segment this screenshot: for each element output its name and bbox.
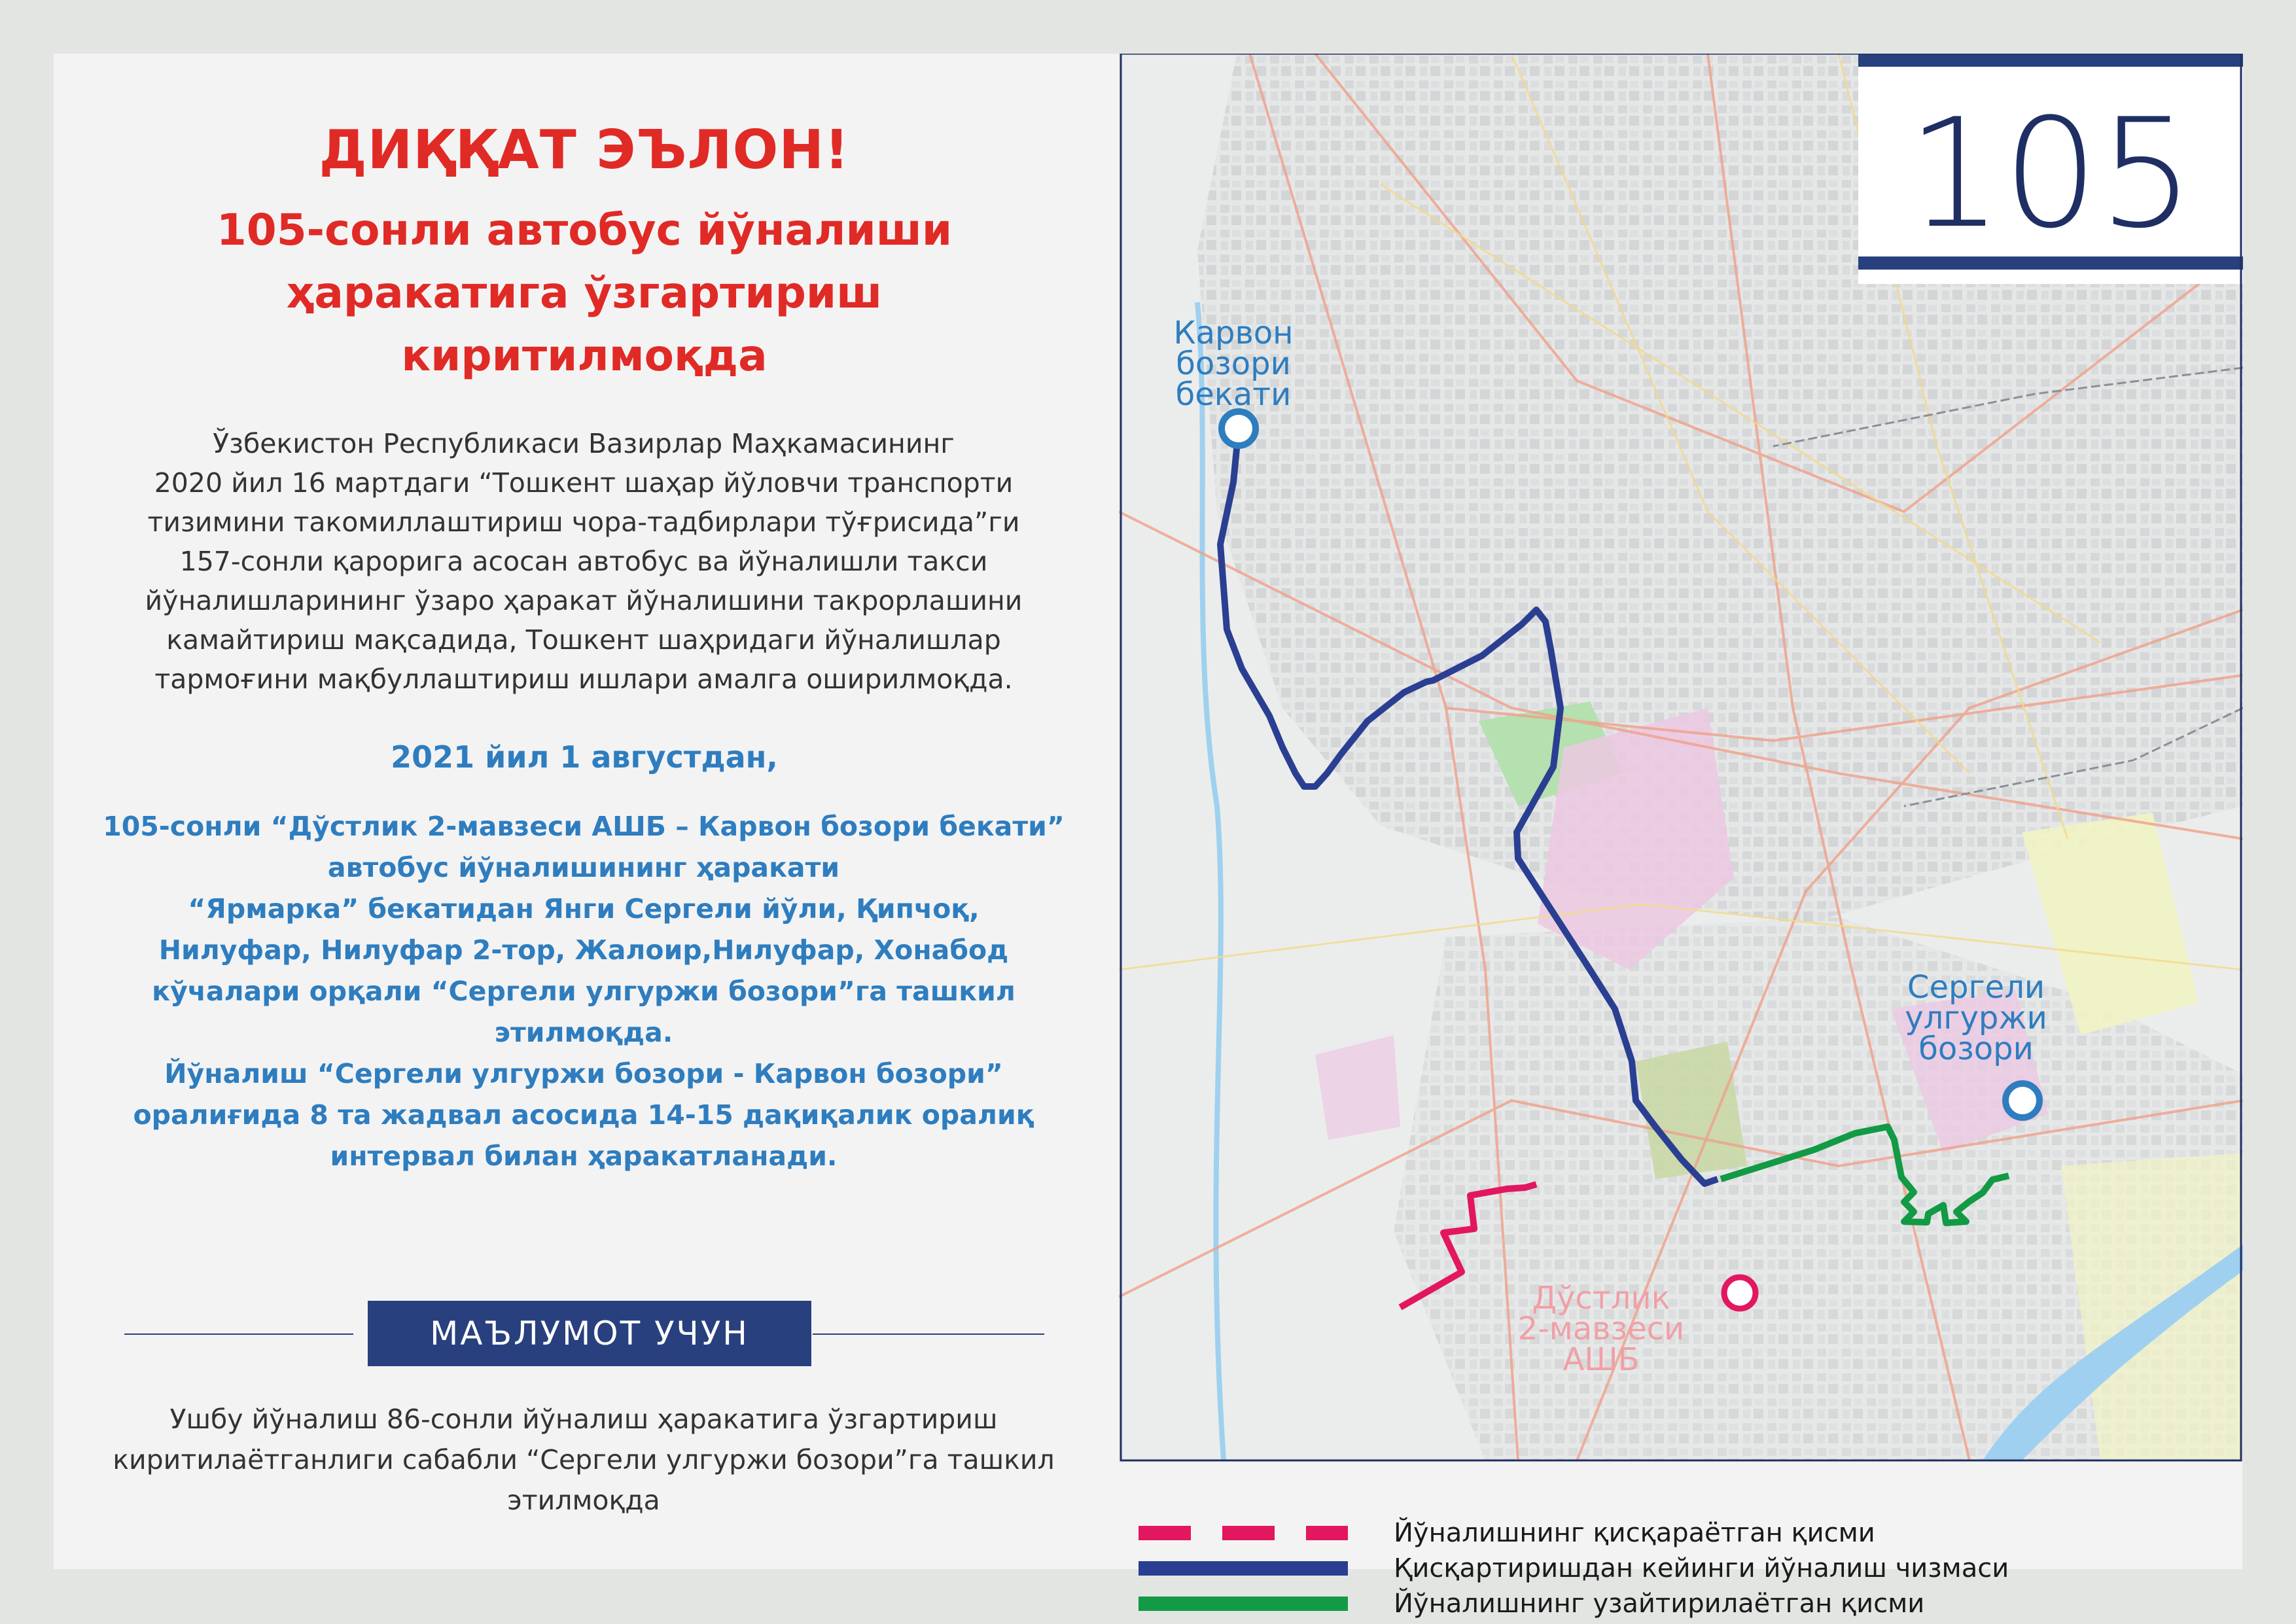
- intro-line: тизимини такомиллаштириш чора-тадбирлари тўғрисида”ги: [147, 506, 1020, 538]
- details-line: этилмоқда.: [494, 1017, 673, 1048]
- legend-item-new: [1119, 1551, 2243, 1585]
- stop-karvon-label-line: Карвон: [1173, 315, 1294, 351]
- stop-dustlik-label-line: АШБ: [1563, 1341, 1640, 1378]
- stop-dustlik-label-line: Дўстлик: [1532, 1280, 1670, 1316]
- info-section-header: [54, 1301, 1115, 1366]
- stop-karvon-label-line: бекати: [1175, 376, 1292, 413]
- route-number-badge: [1858, 54, 2243, 284]
- legend-label: Йўналишнинг қисқараётган қисми: [1394, 1518, 1875, 1548]
- info-label-box: МАЪЛУМОТ УЧУН: [368, 1301, 811, 1366]
- stop-sergeli-label-line: бозори: [1918, 1031, 2034, 1067]
- legend-label: Қисқартиришдан кейинги йўналиш чизмаси: [1394, 1553, 2009, 1583]
- notice-subtitle: [54, 199, 1115, 387]
- subtitle-line: 105-сонли автобус йўналиши: [216, 205, 953, 255]
- green-zone: [1636, 1042, 1747, 1179]
- route-map-panel: [1119, 54, 2243, 1619]
- info-line-text: этилмоқда: [507, 1485, 660, 1516]
- route-change-details: [80, 806, 1087, 1177]
- details-line: “Ярмарка” бекатидан Янги Сергели йўли, Қипчоқ,: [188, 893, 980, 925]
- details-line: 105-сонли “Дўстлик 2-мавзеси АШБ – Карвон бозори бекати”: [103, 811, 1065, 842]
- legend-item-shortened: [1119, 1516, 2243, 1550]
- divider-right: [813, 1333, 1044, 1335]
- intro-line: йўналишларининг ўзаро ҳаракат йўналишини такрорлашини: [145, 585, 1023, 616]
- stop-karvon-label-line: бозори: [1176, 345, 1291, 382]
- map-legend: [1119, 1516, 2243, 1621]
- stop-dustlik-label-line: 2-мавзеси: [1517, 1311, 1685, 1347]
- effective-date: 2021 йил 1 августдан,: [391, 739, 778, 775]
- intro-line: 157-сонли қарорига асосан автобус ва йўналишли такси: [179, 546, 988, 577]
- stop-karvon-label: [1174, 315, 1294, 413]
- solid-line-swatch: [1139, 1596, 1348, 1612]
- dashed-line-swatch: [1139, 1525, 1348, 1541]
- stop-dustlik-marker: [1724, 1277, 1756, 1309]
- stop-sergeli-label-line: улгуржи: [1905, 1000, 2047, 1036]
- intro-line: камайтириш мақсадида, Тошкент шаҳридаги йўналишлар: [166, 624, 1001, 656]
- stop-karvon-marker: [1222, 412, 1256, 446]
- stop-sergeli-label-line: Сергели: [1907, 969, 2045, 1006]
- notice-text-column: [54, 54, 1115, 1569]
- intro-line: 2020 йил 16 мартдаги “Тошкент шаҳар йўловчи транспорти: [154, 467, 1014, 499]
- details-line: оралиғида 8 та жадвал асосида 14-15 дақиқалик оралиқ: [133, 1099, 1034, 1131]
- subtitle-line: киритилмоқда: [401, 330, 768, 381]
- info-line-text: киритилаётганлиги сабабли “Сергели улгуржи бозори”га ташкил: [113, 1444, 1055, 1475]
- route-number: 105: [1907, 87, 2195, 262]
- details-line: интервал билан ҳаракатланади.: [330, 1140, 838, 1172]
- intro-line: тармоғини мақбуллаштириш ишлари амалга оширилмоқда.: [154, 663, 1013, 695]
- legend-label: Йўналишнинг узайтирилаётган қисми: [1394, 1589, 1925, 1619]
- intro-paragraph: [93, 424, 1074, 699]
- stop-sergeli-label: [1905, 969, 2047, 1067]
- divider-left: [124, 1333, 353, 1335]
- solid-line-swatch: [1139, 1561, 1348, 1576]
- details-line: кўчалари орқали “Сергели улгуржи бозори”га ташкил: [152, 976, 1016, 1007]
- route-map: [1119, 54, 2243, 1569]
- badge-top-bar: [1858, 54, 2243, 67]
- details-line: Нилуфар, Нилуфар 2-тор, Жалоир,Нилуфар, Хонабод: [158, 934, 1009, 966]
- legend-item-extended: [1119, 1587, 2243, 1621]
- intro-line: Ўзбекистон Республикаси Вазирлар Маҳкамасининг: [213, 428, 955, 459]
- details-line: Йўналиш “Сергели улгуржи бозори - Карвон бозори”: [164, 1058, 1003, 1089]
- details-line: автобус йўналишининг ҳаракати: [327, 852, 840, 883]
- info-line-text: Ушбу йўналиш 86-сонли йўналиш ҳаракатига ўзгартириш: [169, 1403, 998, 1435]
- notice-heading: ДИҚҚАТ ЭЪЛОН!: [319, 119, 850, 181]
- subtitle-line: ҳаракатига ўзгартириш: [286, 268, 883, 318]
- info-text: [93, 1399, 1074, 1521]
- stop-sergeli-marker: [2005, 1084, 2040, 1118]
